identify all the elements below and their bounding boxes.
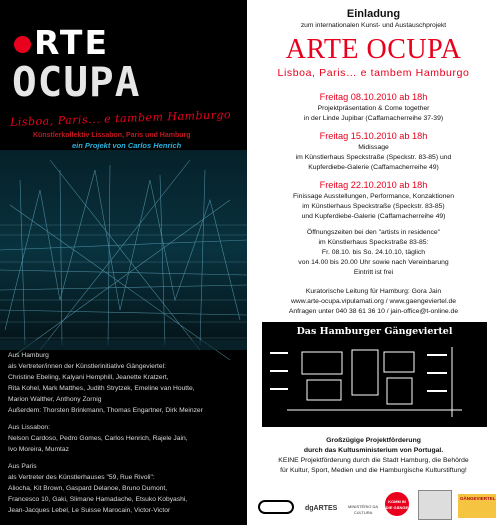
event-date: Freitag 22.10.2010 ab 18h [319, 180, 428, 190]
poster-right-panel [247, 0, 500, 525]
funding-line: für Kultur, Sport, Medien und die Hamburgische Kulturstiftung! [280, 467, 467, 474]
einladung-heading: Einladung [346, 8, 401, 20]
lissabon-line: Nelson Cardoso, Pedro Gomes, Carlos Henrich, Rajele Jain, [8, 434, 188, 442]
event-line: im Künstlerhaus Speckstraße (Speckstr. 83-85) und [295, 154, 452, 161]
event-details [247, 104, 500, 124]
hamburg-line: Rita Kohel, Mark Matthes, Judith Strytzek, Emeline van Houtte, [8, 384, 195, 392]
contact-email-link[interactable]: Anfragen unter 040 38 61 36 10 / jain-office@t-online.de [288, 308, 459, 315]
hamburg-line: Aus Hamburg [8, 352, 49, 359]
gaengeviertel-map [262, 322, 487, 427]
dgartes-logo: dgARTES [305, 505, 338, 512]
page-subtitle: Lisboa, Paris… e tambem Hamburgo [277, 67, 470, 79]
funding-line: KEINE Projektförderung durch die Stadt Hamburg, die Behörde [278, 457, 469, 464]
paris-artists [8, 462, 244, 517]
funding-line: durch das Kultusministerium von Portugal. [303, 447, 444, 454]
event-line: Finissage Ausstellungen, Performance, Konzaktionen [293, 193, 454, 200]
event-line: im Künstlerhaus Speckstraße (Speckstr. 83-85) [302, 203, 445, 210]
lissabon-line: Ivo Moreira, Mumtaz [8, 445, 69, 453]
event-line: Midissage [358, 144, 389, 151]
lissabon-artists [8, 423, 244, 456]
logo-rte: RTE [34, 23, 109, 62]
projekt-credit: ein Projekt von Carlos Henrich [72, 141, 182, 150]
event-line: Projektpräsentation & Come together [317, 105, 430, 112]
website-link[interactable]: www.arte-ocupa.vipulamati.org / www.gaengeviertel.de [290, 298, 457, 305]
sponsor-logos [250, 490, 500, 522]
paris-line: Jean-Jacques Lebel, Le Suisse Marocain, Victor-Victor [8, 506, 171, 514]
hamburg-line: Christine Ebeling, Kalyani Hemphill, Jeanette Kratzert, [8, 373, 169, 381]
hamburg-artists [8, 351, 244, 416]
contact-info [247, 287, 500, 317]
event-line: und Kupferdiebe-Galerie (Caffamacherreihe 49) [301, 213, 446, 220]
logo-ocupa: OCUPA [12, 58, 141, 106]
intl-subheading: zum internationalen Kunst- und Austauschprojekt [300, 22, 447, 29]
paris-line: Francesco 10, Gaki, Slimane Hamadache, Etsuko Kobyashi, [8, 495, 188, 503]
event-details [247, 143, 500, 173]
event-line: Kupferdiebe-Galerie (Caffamacherreihe 49) [308, 164, 439, 171]
ministerio-logo: MINISTÉRIO DA CULTURA [348, 504, 379, 515]
lissabon-line: Aus Lissabon: [8, 424, 51, 431]
opening-line: Eintritt ist frei [353, 269, 394, 276]
kollektiv-line: Künstlerkollektiv Lissabon, Paris und Hamburg [33, 132, 191, 139]
contact-line: Kuratorische Leitung für Hamburg: Gora Jain [305, 288, 442, 295]
opening-line: von 14.00 bis 20.00 Uhr sowie nach Vereinbarung [298, 259, 449, 266]
event-line: in der Linde Jupibar (Caffamacherreihe 37-39) [303, 115, 444, 122]
poster-left-panel [0, 0, 247, 525]
handwritten-subtitle: Lisboa, Paris... e tambem Hamburgo [9, 108, 232, 129]
paris-line: als Vertreter des Künstlerhauses "59, Rue Rivoli": [8, 473, 155, 481]
cartoon-logo [418, 490, 452, 520]
red-dot-icon [14, 36, 31, 53]
event-date: Freitag 08.10.2010 ab 18h [319, 92, 428, 102]
komm-badge-logo: KOMM IN DIE GÄNGE [385, 492, 409, 516]
funding-note [247, 436, 500, 476]
gaengeviertel-logo: GÄNGEVIERTEL [458, 494, 496, 518]
paris-line: Aus Paris [8, 463, 37, 470]
hamburg-line: Marion Walther, Anthony Zornig [8, 395, 102, 403]
event-date: Freitag 15.10.2010 ab 18h [319, 131, 428, 141]
hamburg-line: als Vertreter/innen der Künstlerinitiative Gängeviertel: [8, 362, 166, 370]
map-title: Das Hamburger Gängeviertel [296, 326, 453, 337]
opening-line: im Künstlerhaus Speckstraße 83-85: [318, 239, 429, 246]
postcard-logo [258, 500, 294, 514]
paris-line: Aliocha, Kit Brown, Gaspard Delanoe, Bruno Dumont, [8, 484, 168, 492]
hamburg-line: Außerdem: Thorsten Brinkmann, Thomas Engartner, Dirk Meinzer [8, 406, 203, 414]
opening-line: Öffnungszeiten bei den "artists in residence" [306, 229, 441, 236]
funding-line: Großzügige Projektförderung [326, 437, 421, 444]
map-drawing [262, 322, 487, 427]
opening-line: Fr. 08.10. bis So. 24.10.10, täglich [321, 249, 426, 256]
page-title: ARTE OCUPA [285, 34, 462, 65]
event-details [247, 192, 500, 222]
opening-hours [247, 228, 500, 278]
